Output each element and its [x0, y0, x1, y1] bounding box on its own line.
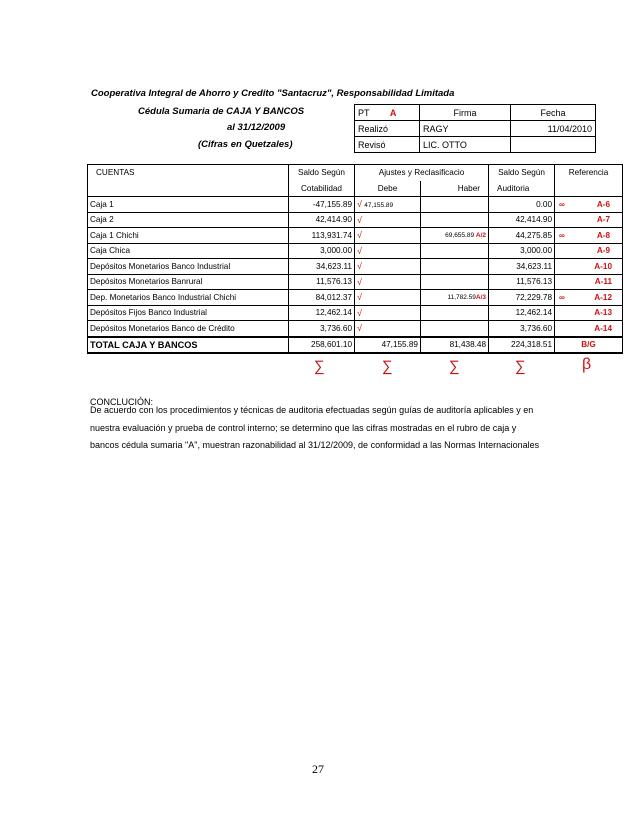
row-ref-cell — [555, 274, 623, 290]
infinity-icon: ∞ — [559, 292, 565, 302]
row-cuenta: Depósitos Fijos Banco Industrial — [88, 305, 289, 321]
row-saldo: 84,012.37 — [289, 290, 355, 306]
row-debe: 47,155.89 — [364, 202, 394, 210]
header-blank — [555, 181, 623, 197]
table-row — [88, 305, 623, 321]
conclusion-title: CONCLUCIÓN: — [90, 397, 154, 407]
row-debe-cell — [355, 259, 421, 275]
check-icon: √ — [357, 199, 362, 210]
row-haber-cell — [421, 212, 489, 228]
row-saldo: 3,000.00 — [289, 243, 355, 259]
row-ref: A-7 — [596, 215, 611, 225]
table-row — [88, 212, 623, 228]
row-ref-cell — [555, 259, 623, 275]
row-auditoria: 42,414.90 — [489, 212, 555, 228]
row-debe-cell — [355, 305, 421, 321]
conclusion-line: De acuerdo con los procedimientos y técnicas de auditoria efectuadas según guías de auditoría aplicables y en — [90, 405, 534, 415]
row-haber-cell — [421, 274, 489, 290]
pt-cell — [355, 105, 420, 121]
table-row — [88, 243, 623, 259]
row-ref: A-13 — [594, 308, 613, 318]
table-row — [88, 259, 623, 275]
sigma-icon: ∑ — [382, 358, 393, 375]
row-ref-cell — [555, 197, 623, 213]
header-title: Cooperativa Integral de Ahorro y Credito "Santacruz", Responsabilidad Limitada — [91, 88, 455, 99]
pt-value: A — [389, 107, 397, 118]
check-icon: √ — [357, 214, 362, 225]
reviso-date — [511, 137, 596, 153]
header-ajustes: Ajustes y Reclasificacio — [355, 165, 489, 181]
firma-label: Firma — [420, 105, 511, 121]
row-debe-cell — [355, 212, 421, 228]
row-auditoria: 0.00 — [489, 197, 555, 213]
row-ref: A-9 — [596, 246, 611, 256]
row-ref: A-10 — [594, 261, 613, 271]
table-row — [88, 228, 623, 244]
total-row — [88, 337, 623, 354]
pt-label: PT — [358, 107, 370, 118]
row-debe-cell — [355, 228, 421, 244]
page-number: 27 — [312, 762, 324, 776]
row-ref: A-11 — [594, 277, 613, 287]
check-icon: √ — [357, 307, 362, 318]
row-ref-cell — [555, 243, 623, 259]
row-auditoria: 72,229.78 — [489, 290, 555, 306]
sigma-icon: ∑ — [314, 358, 325, 375]
row-cuenta: Depósitos Monetarios Banco de Crédito — [88, 321, 289, 337]
check-icon: √ — [357, 230, 362, 241]
row-haber-ref: A/2 — [475, 231, 487, 239]
row-haber-cell — [421, 259, 489, 275]
row-ref-cell — [555, 305, 623, 321]
row-ref-cell — [555, 290, 623, 306]
row-cuenta: Depósitos Monetarios Banco Industrial — [88, 259, 289, 275]
row-haber-cell — [421, 305, 489, 321]
row-cuenta: Caja 1 — [88, 197, 289, 213]
row-cuenta: Caja Chica — [88, 243, 289, 259]
row-cuenta: Dep. Monetarios Banco Industrial Chichi — [88, 290, 289, 306]
row-saldo: 3,736.60 — [289, 321, 355, 337]
sigma-icon: ∑ — [449, 358, 460, 375]
header-date: al 31/12/2009 — [227, 122, 286, 133]
row-haber: 11,782.59 — [447, 293, 476, 301]
table-row — [88, 197, 623, 213]
infinity-icon: ∞ — [559, 199, 565, 209]
row-saldo: 42,414.90 — [289, 212, 355, 228]
row-auditoria: 34,623.11 — [489, 259, 555, 275]
header-cuentas: CUENTAS — [88, 165, 289, 181]
header-saldo-segun-1: Saldo Según — [289, 165, 355, 181]
table-row — [88, 290, 623, 306]
row-haber-cell — [421, 321, 489, 337]
row-saldo: 11,576.13 — [289, 274, 355, 290]
summary-table — [87, 164, 623, 354]
row-debe-cell — [355, 274, 421, 290]
row-haber-cell — [421, 228, 489, 244]
check-icon: √ — [357, 292, 362, 303]
header-auditoria: Auditoria — [489, 181, 555, 197]
row-auditoria: 11,576.13 — [489, 274, 555, 290]
row-debe-cell — [355, 197, 421, 213]
conclusion-line: bancos cédula sumaria "A", muestran razonabilidad al 31/12/2009, de conformidad a las Normas Internacionales — [90, 440, 540, 450]
total-label: TOTAL CAJA Y BANCOS — [88, 337, 289, 354]
header-saldo-segun-2: Saldo Según — [489, 165, 555, 181]
header-currency: (Cifras en Quetzales) — [198, 139, 293, 150]
row-haber-ref: A/3 — [475, 293, 487, 301]
row-cuenta: Caja 1 Chichi — [88, 228, 289, 244]
row-haber: 69,655.89 — [445, 231, 475, 239]
table-row — [88, 274, 623, 290]
check-icon: √ — [357, 261, 362, 272]
total-debe: 47,155.89 — [355, 337, 421, 354]
table-row — [88, 321, 623, 337]
row-ref: A-8 — [596, 230, 611, 240]
row-ref-cell — [555, 228, 623, 244]
total-ref: B/G — [555, 337, 623, 354]
reviso-name: LIC. OTTO — [420, 137, 511, 153]
header-subtitle: Cédula Sumaria de CAJA Y BANCOS — [138, 106, 305, 117]
realizo-date: 11/04/2010 — [511, 121, 596, 137]
row-auditoria: 44,275.85 — [489, 228, 555, 244]
row-ref: A-12 — [594, 292, 613, 302]
realizo-name: RAGY — [420, 121, 511, 137]
row-haber-cell — [421, 243, 489, 259]
total-haber: 81,438.48 — [421, 337, 489, 354]
header-debe: Debe — [355, 181, 421, 197]
row-auditoria: 3,000.00 — [489, 243, 555, 259]
check-icon: √ — [357, 323, 362, 334]
row-saldo: -47,155.89 — [289, 197, 355, 213]
total-saldo: 258,601.10 — [289, 337, 355, 354]
row-debe-cell — [355, 243, 421, 259]
header-haber: Haber — [421, 181, 489, 197]
row-debe-cell — [355, 290, 421, 306]
row-haber-cell — [421, 290, 489, 306]
row-auditoria: 3,736.60 — [489, 321, 555, 337]
conclusion-line: nuestra evaluación y prueba de control interno; se determino que las cifras mostradas en el rubro de caja y — [90, 423, 517, 433]
total-auditoria: 224,318.51 — [489, 337, 555, 354]
row-ref-cell — [555, 321, 623, 337]
row-saldo: 113,931.74 — [289, 228, 355, 244]
row-cuenta: Depósitos Monetarios Banrural — [88, 274, 289, 290]
realizo-label: Realizó — [355, 121, 420, 137]
row-debe-cell — [355, 321, 421, 337]
header-blank — [88, 181, 289, 197]
pt-box — [354, 104, 596, 153]
row-ref-cell — [555, 212, 623, 228]
row-auditoria: 12,462.14 — [489, 305, 555, 321]
header-cotabilidad: Cotabilidad — [289, 181, 355, 197]
row-ref: A-14 — [594, 323, 613, 333]
row-saldo: 34,623.11 — [289, 259, 355, 275]
check-icon: √ — [357, 276, 362, 287]
check-icon: √ — [357, 245, 362, 256]
row-cuenta: Caja 2 — [88, 212, 289, 228]
sigma-icon: ∑ — [515, 358, 526, 375]
infinity-icon: ∞ — [559, 230, 565, 240]
row-ref: A-6 — [596, 199, 611, 209]
row-haber-cell — [421, 197, 489, 213]
beta-icon: β — [582, 356, 592, 373]
row-saldo: 12,462.14 — [289, 305, 355, 321]
fecha-label: Fecha — [511, 105, 596, 121]
reviso-label: Revisó — [355, 137, 420, 153]
header-referencia: Referencia — [555, 165, 623, 181]
